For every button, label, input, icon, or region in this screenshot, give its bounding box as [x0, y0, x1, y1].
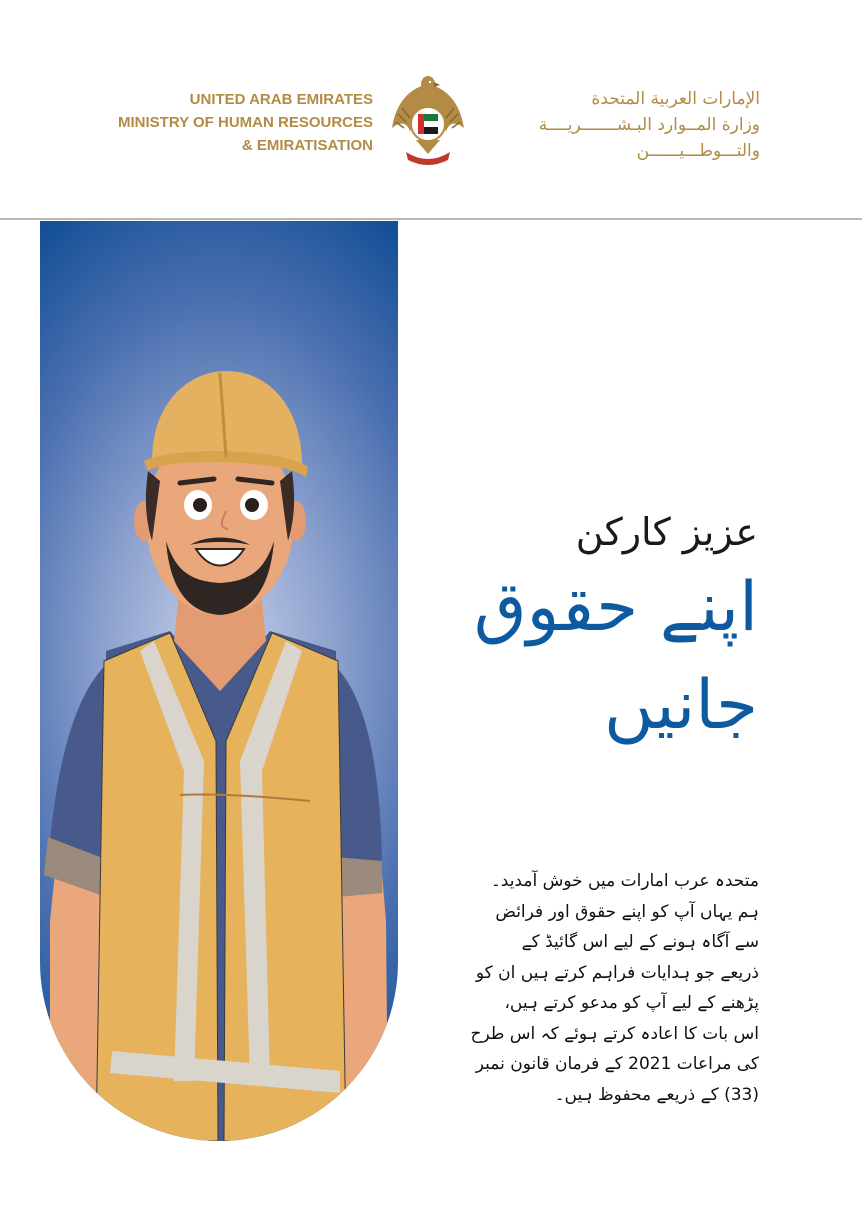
body-line-5: پڑھنے کے لیے آپ کو مدعو کرتے ہیں،: [504, 993, 759, 1013]
worker-illustration-panel: [40, 221, 398, 1141]
body-line-7: کی مراعات 2021 کے فرمان قانون نمبر: [475, 1054, 759, 1074]
arabic-line-3: والتـــوطـــيــــــن: [636, 141, 760, 161]
title-line-3: جانیں: [604, 666, 758, 745]
english-line-3: & EMIRATISATION: [241, 137, 373, 154]
uae-emblem-icon: [388, 70, 468, 168]
body-line-6: اس بات کا اعادہ کرتے ہوئے کہ اس طرح: [470, 1023, 759, 1044]
body-line-8: (33) کے ذریعے محفوظ ہیں۔: [554, 1084, 759, 1105]
construction-worker-illustration: [40, 221, 398, 1141]
ministry-name-english: [118, 88, 373, 157]
title-block: [474, 508, 758, 752]
page-header: [0, 0, 862, 218]
title-greeting: عزیز کارکن: [575, 510, 758, 554]
ministry-name-arabic: [480, 86, 760, 164]
header-divider: [0, 218, 862, 220]
intro-paragraph: [429, 866, 759, 1110]
english-line-1: UNITED ARAB EMIRATES: [189, 91, 373, 108]
body-line-3: سے آگاہ ہونے کے لیے اس گائیڈ کے: [521, 932, 759, 952]
body-line-4: ذریعے جو ہدایات فراہم کرتے ہیں ان کو: [475, 962, 759, 983]
body-line-2: ہم یہاں آپ کو اپنے حقوق اور فرائض: [495, 901, 759, 922]
arabic-line-2: وزارة المــوارد البـشـــــــريــــة: [538, 115, 760, 135]
title-line-2: اپنے حقوق: [473, 568, 758, 647]
body-line-1: متحدہ عرب امارات میں خوش آمدید۔: [490, 871, 759, 891]
english-line-2: MINISTRY OF HUMAN RESOURCES: [117, 114, 373, 131]
arabic-line-1: الإمارات العربية المتحدة: [591, 89, 760, 109]
